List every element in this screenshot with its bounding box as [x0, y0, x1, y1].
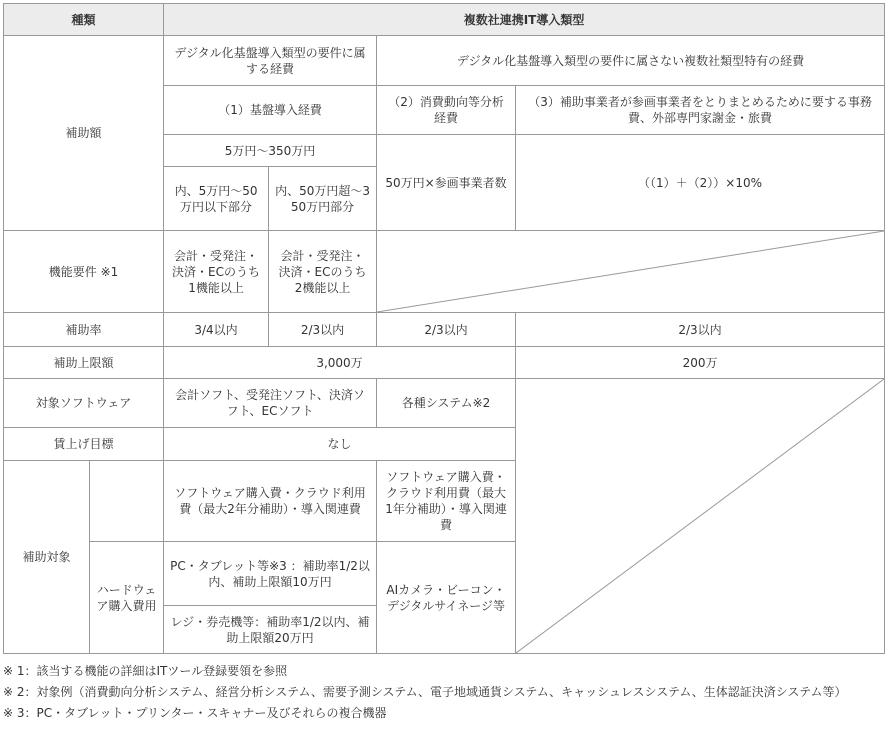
- target-software-consumer: ソフトウェア購入費・クラウド利用費（最大1年分補助）・導入関連費: [377, 461, 516, 542]
- row-label-target: 補助対象: [4, 461, 90, 654]
- target-hw-consumer: AIカメラ・ビーコン・デジタルサイネージ等: [377, 542, 516, 654]
- footnotes: [3, 663, 883, 726]
- empty-diagonal-cell: [377, 231, 885, 313]
- amount-base-low: 内、5万円〜50万円以下部分: [164, 167, 269, 231]
- amount-consumer: 50万円×参画事業者数: [377, 135, 516, 231]
- target-hw-pc: PC・タブレット等※3 ：補助率1/2以内、補助上限額10万円: [164, 542, 377, 606]
- software-base: 会計ソフト、受発注ソフト、決済ソフト、ECソフト: [164, 379, 377, 428]
- diagonal-line: [377, 231, 884, 312]
- empty-diagonal-cell: [516, 379, 885, 654]
- function-high: 会計・受発注・決済・ECのうち2機能以上: [269, 231, 377, 313]
- rate-high: 2/3以内: [269, 313, 377, 347]
- row-label-wage: 賃上げ目標: [4, 428, 164, 461]
- rate-admin: 2/3以内: [516, 313, 885, 347]
- target-hw-register: レジ・券売機等：補助率1/2以内、補助上限額20万円: [164, 606, 377, 654]
- row-label-software: 対象ソフトウェア: [4, 379, 164, 428]
- header-type-name: 複数社連携IT導入類型: [164, 4, 885, 36]
- group-within-digital: デジタル化基盤導入類型の要件に属する経費: [164, 36, 377, 86]
- wage-value: なし: [164, 428, 516, 461]
- group-outside-digital: デジタル化基盤導入類型の要件に属さない複数社類型特有の経費: [377, 36, 885, 86]
- row-label-function: 機能要件 ※1: [4, 231, 164, 313]
- target-software-spacer: [90, 461, 164, 542]
- footnote-2: ※ 2：対象例（消費動向分析システム、経営分析システム、需要予測システム、電子地域通貨システム、キャッシュレスシステム、生体認証決済システム等）: [3, 685, 847, 699]
- subsidy-table: [3, 3, 885, 654]
- diagonal-line: [516, 379, 884, 653]
- rate-low: 3/4以内: [164, 313, 269, 347]
- amount-admin: （（1）＋（2））×10%: [516, 135, 885, 231]
- header-type-label: 種類: [4, 4, 164, 36]
- amount-base-range: 5万円〜350万円: [164, 135, 377, 167]
- hardware-label: ハードウェア購入費用: [90, 542, 164, 654]
- row-label-rate: 補助率: [4, 313, 164, 347]
- category-consumer: （2）消費動向等分析経費: [377, 86, 516, 135]
- limit-main: 3,000万: [164, 347, 516, 379]
- amount-base-high: 内、50万円超〜350万円部分: [269, 167, 377, 231]
- rate-consumer: 2/3以内: [377, 313, 516, 347]
- footnote-1: ※ 1：該当する機能の詳細はITツール登録要領を参照: [3, 664, 288, 678]
- software-consumer: 各種システム※2: [377, 379, 516, 428]
- category-base: （1）基盤導入経費: [164, 86, 377, 135]
- footnote-3: ※ 3：PC・タブレット・プリンター・スキャナー及びそれらの複合機器: [3, 706, 387, 720]
- row-label-subsidy-amount: 補助額: [4, 36, 164, 231]
- limit-admin: 200万: [516, 347, 885, 379]
- target-software-base: ソフトウェア購入費・クラウド利用費（最大2年分補助）・導入関連費: [164, 461, 377, 542]
- function-low: 会計・受発注・決済・ECのうち1機能以上: [164, 231, 269, 313]
- category-admin: （3）補助事業者が参画事業者をとりまとめるために要する事務費、外部専門家謝金・旅費: [516, 86, 885, 135]
- row-label-limit: 補助上限額: [4, 347, 164, 379]
